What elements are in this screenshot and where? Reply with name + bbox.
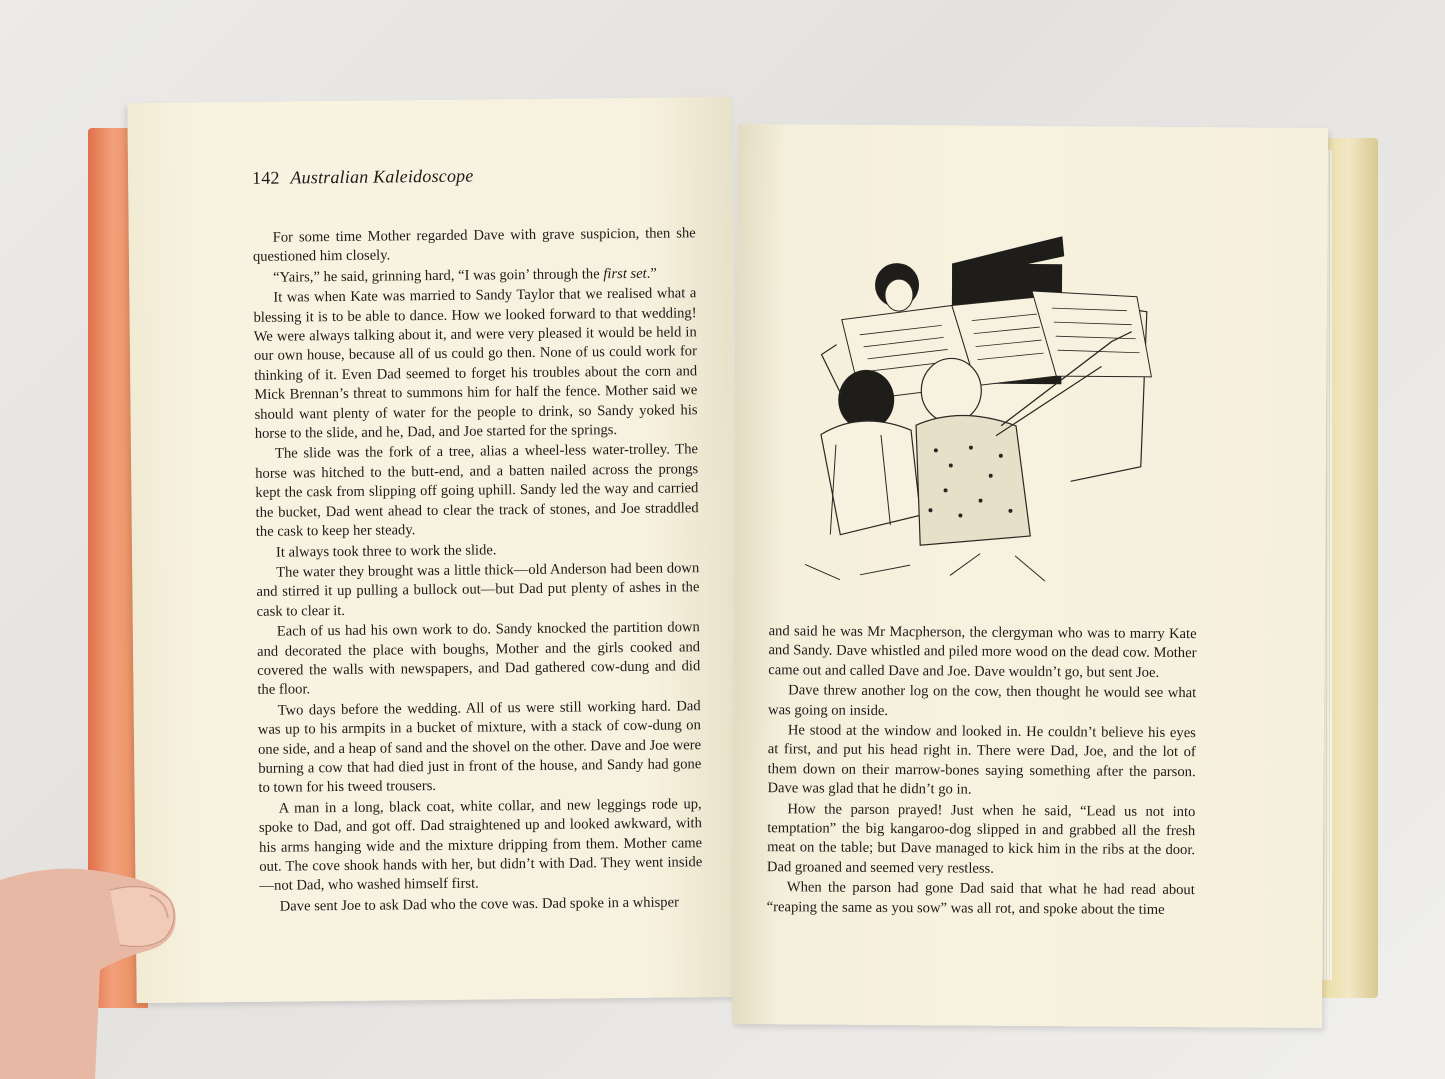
paragraph: It always took three to work the slide.: [275, 541, 497, 561]
right-page-text: [767, 622, 1197, 921]
paragraph: The water they brought was a little thick—old Anderson had been down and stirred it up pulling a bullock out—but Dad put plenty of ashes in the cask to clear it.: [256, 560, 700, 620]
illustration: [800, 234, 1167, 587]
page-number: 142: [251, 167, 280, 188]
paragraph: Each of us had his own work to do. Sandy knocked the partition down and decorated the place with boughs, Mother and the girls cooked and covered the walls with newspapers, and Dad gathered cow-dung and did the floor.: [256, 619, 701, 699]
paragraph: He stood at the window and looked in. He couldn’t believe his eyes at first, and put his head right in. There were Dad, Joe, and the lot of them down on their marrow-bones saying something after the parson. Dave was glad that he didn’t go in.: [767, 722, 1196, 798]
paragraph: Dave sent Joe to ask Dad who the cove was. Dad spoke in a whisper: [279, 894, 679, 915]
paragraph: It was when Kate was married to Sandy Taylor that we realised what a blessing it is to be able to dance. How we looked forward to that wedding! We were always talking about it, and were very pleased it would be held in our own house, because all of us could go then. None of us could work for thinking of it. Even Dad seemed to forget his troubles about the corn and Mick Brennan’s threat to summons him for half the fence. Mother said we should want plenty of water for the people to drink, so Sandy yoked his horse to the slide, and he, Dad, and Joe started for the springs.: [253, 285, 698, 442]
paragraph: When the parson had gone Dad said that what he had read about “reaping the same as you sow” was all rot, and spoke about the time: [766, 879, 1195, 918]
paragraph: Two days before the wedding. All of us were still working hard. Dad was up to his armpits in a bucket of mixture, with a stack of cow-dung on one side, and a heap of sand and the shovel on the other. Dave and Joe were burning a cow that had died just in front of the house, and Sandy had gone to town for his tweed trousers.: [257, 697, 702, 797]
paragraph: A man in a long, black coat, white collar, and new leggings rode up, spoke to Dad, and got off. Dad straightened up and looked awkward, with his arms hanging wide and the mixture dripping from them. Mother came out. The cove shook hands with her, but didn’t with Dad. They went inside—not Dad, who washed himself first.: [258, 795, 703, 895]
hand: [0, 850, 200, 1079]
left-page: [127, 97, 741, 1003]
paragraph: “Yairs,” he said, grinning hard, “I was goin’ through the first set.”: [273, 265, 657, 286]
running-title: Australian Kaleidoscope: [290, 165, 474, 188]
running-head: [252, 163, 695, 189]
paragraph: and said he was Mr Macpherson, the clergyman who was to marry Kate and Sandy. Dave whistled and piled more wood on the dead cow. Mother came out and called Dave and Joe. Dave wouldn’t go, but sent Joe.: [768, 623, 1197, 681]
paragraph: For some time Mother regarded Dave with grave suspicion, then she questioned him closely.: [252, 225, 696, 266]
paragraph: The slide was the fork of a tree, alias a wheel-less water-trolley. The horse was hitched to the butt-end, and a batten nailed across the prongs kept the cask from slipping off going uphill. Sandy led the way and carried the bucket, Dad went ahead to clear the track of stones, and Joe straddled the cask to keep her steady.: [255, 441, 699, 540]
paragraph: Dave threw another log on the cow, then thought he would see what was going on inside.: [768, 682, 1197, 719]
paragraph: How the parson prayed! Just when he said, “Lead us not into temptation” the big kangaroo-dog slipped in and grabbed all the fresh meat on the table; but Dave managed to kick him in the ribs at the door. Dad groaned and seemed very restless.: [766, 800, 1196, 877]
right-page: [732, 124, 1328, 1028]
